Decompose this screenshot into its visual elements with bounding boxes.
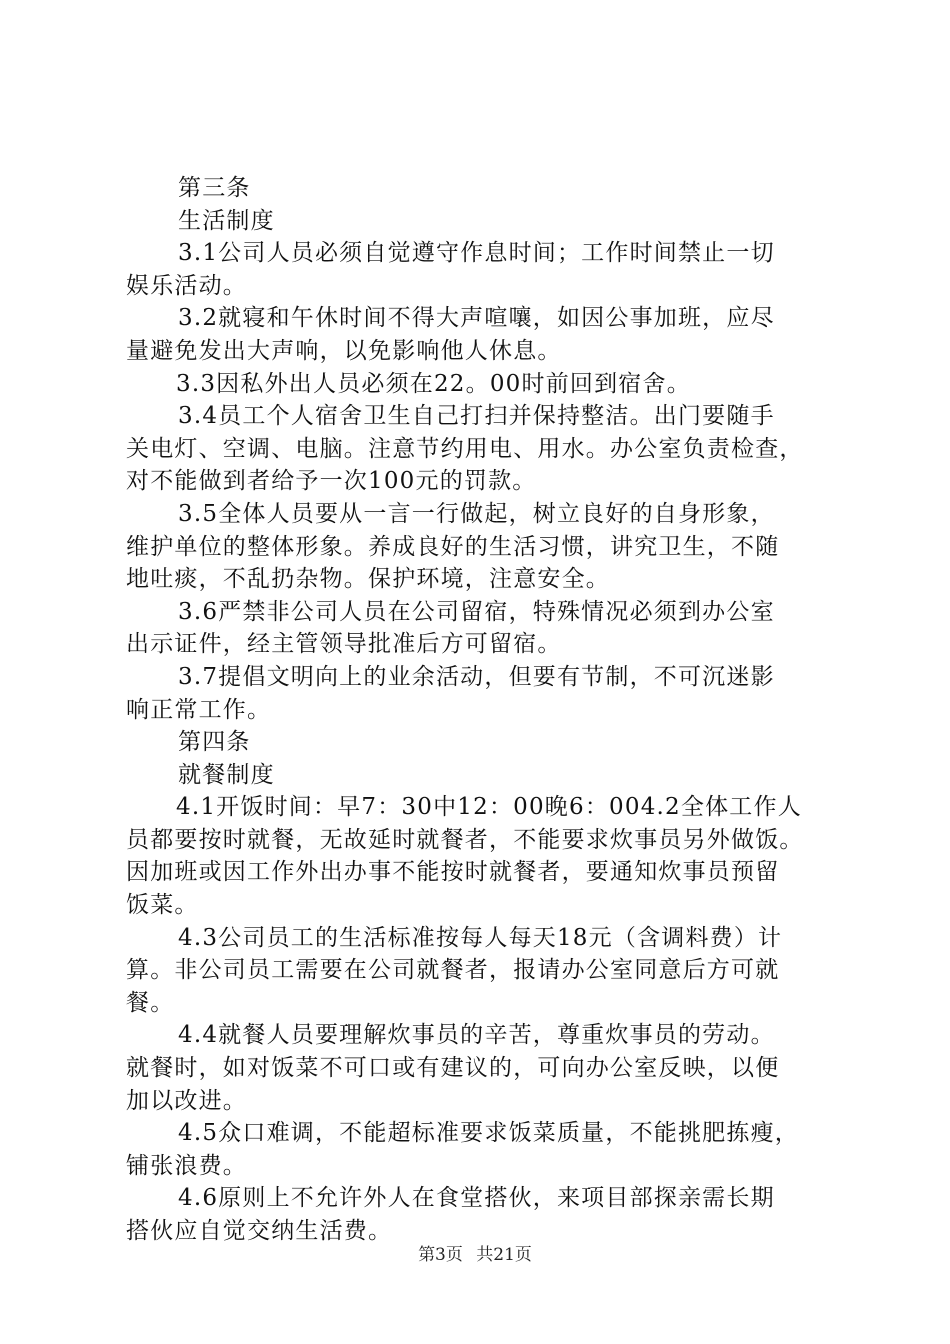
paragraph-line: 关电灯、空调、电脑。注意节约用电、用水。办公室负责检查， bbox=[126, 435, 804, 462]
paragraph-line: 出示证件，经主管领导批准后方可留宿。 bbox=[126, 631, 562, 658]
paragraph-line: 员都要按时就餐，无故延时就餐者，不能要求炊事员另外做饭。 bbox=[126, 826, 804, 853]
paragraph-line: 4.5众口难调，不能超标准要求饭菜质量，不能挑肥拣瘦， bbox=[178, 1120, 799, 1147]
paragraph-line: 餐。 bbox=[126, 989, 175, 1016]
paragraph-line: 4.6原则上不允许外人在食堂搭伙，来项目部探亲需长期 bbox=[178, 1185, 775, 1212]
paragraph-line: 3.5全体人员要从一言一行做起，树立良好的自身形象， bbox=[178, 500, 775, 527]
paragraph-line: 3.7提倡文明向上的业余活动，但要有节制，不可沉迷影 bbox=[178, 663, 775, 690]
paragraph-line: 算。非公司员工需要在公司就餐者，报请办公室同意后方可就 bbox=[126, 957, 780, 984]
paragraph-line: 就餐时，如对饭菜不可口或有建议的，可向办公室反映，以便 bbox=[126, 1055, 780, 1082]
paragraph-line: 量避免发出大声响，以免影响他人休息。 bbox=[126, 337, 562, 364]
article-heading: 第四条 bbox=[178, 729, 251, 756]
paragraph-line: 地吐痰，不乱扔杂物。保护环境，注意安全。 bbox=[126, 566, 610, 593]
paragraph-line: 4.1开饭时间：早7：30中12：00晚6：004.2全体工作人 bbox=[176, 794, 802, 821]
section-title: 就餐制度 bbox=[178, 761, 275, 788]
page-total: 共21页 bbox=[476, 1245, 532, 1265]
paragraph-line: 3.4员工个人宿舍卫生自己打扫并保持整洁。出门要随手 bbox=[178, 403, 775, 430]
paragraph-line: 维护单位的整体形象。养成良好的生活习惯，讲究卫生，不随 bbox=[126, 533, 780, 560]
paragraph-line: 搭伙应自觉交纳生活费。 bbox=[126, 1218, 393, 1244]
paragraph-line: 3.3因私外出人员必须在22。00时前回到宿舍。 bbox=[176, 370, 691, 397]
document-body bbox=[126, 172, 838, 1248]
section-title: 生活制度 bbox=[178, 207, 275, 234]
paragraph-line: 加以改进。 bbox=[126, 1087, 247, 1114]
paragraph-line: 4.4就餐人员要理解炊事员的辛苦，尊重炊事员的劳动。 bbox=[178, 1022, 775, 1049]
paragraph-line: 3.6严禁非公司人员在公司留宿，特殊情况必须到办公室 bbox=[178, 598, 775, 625]
paragraph-line: 因加班或因工作外出办事不能按时就餐者，要通知炊事员预留 bbox=[126, 859, 780, 886]
paragraph-line: 响正常工作。 bbox=[126, 696, 272, 723]
article-heading: 第三条 bbox=[178, 175, 251, 201]
paragraph-line: 4.3公司员工的生活标准按每人每天18元（含调料费）计 bbox=[178, 924, 783, 951]
paragraph-line: 3.2就寝和午休时间不得大声喧嚷，如因公事加班，应尽 bbox=[178, 305, 775, 332]
paragraph-line: 娱乐活动。 bbox=[126, 272, 247, 299]
paragraph-line: 饭菜。 bbox=[126, 892, 199, 919]
paragraph-line: 对不能做到者给予一次100元的罚款。 bbox=[126, 468, 537, 495]
paragraph-line: 3.1公司人员必须自觉遵守作息时间；工作时间禁止一切 bbox=[178, 240, 775, 267]
page-number: 第3页 bbox=[418, 1245, 463, 1265]
page-footer bbox=[0, 1240, 950, 1265]
paragraph-line: 铺张浪费。 bbox=[126, 1152, 247, 1179]
